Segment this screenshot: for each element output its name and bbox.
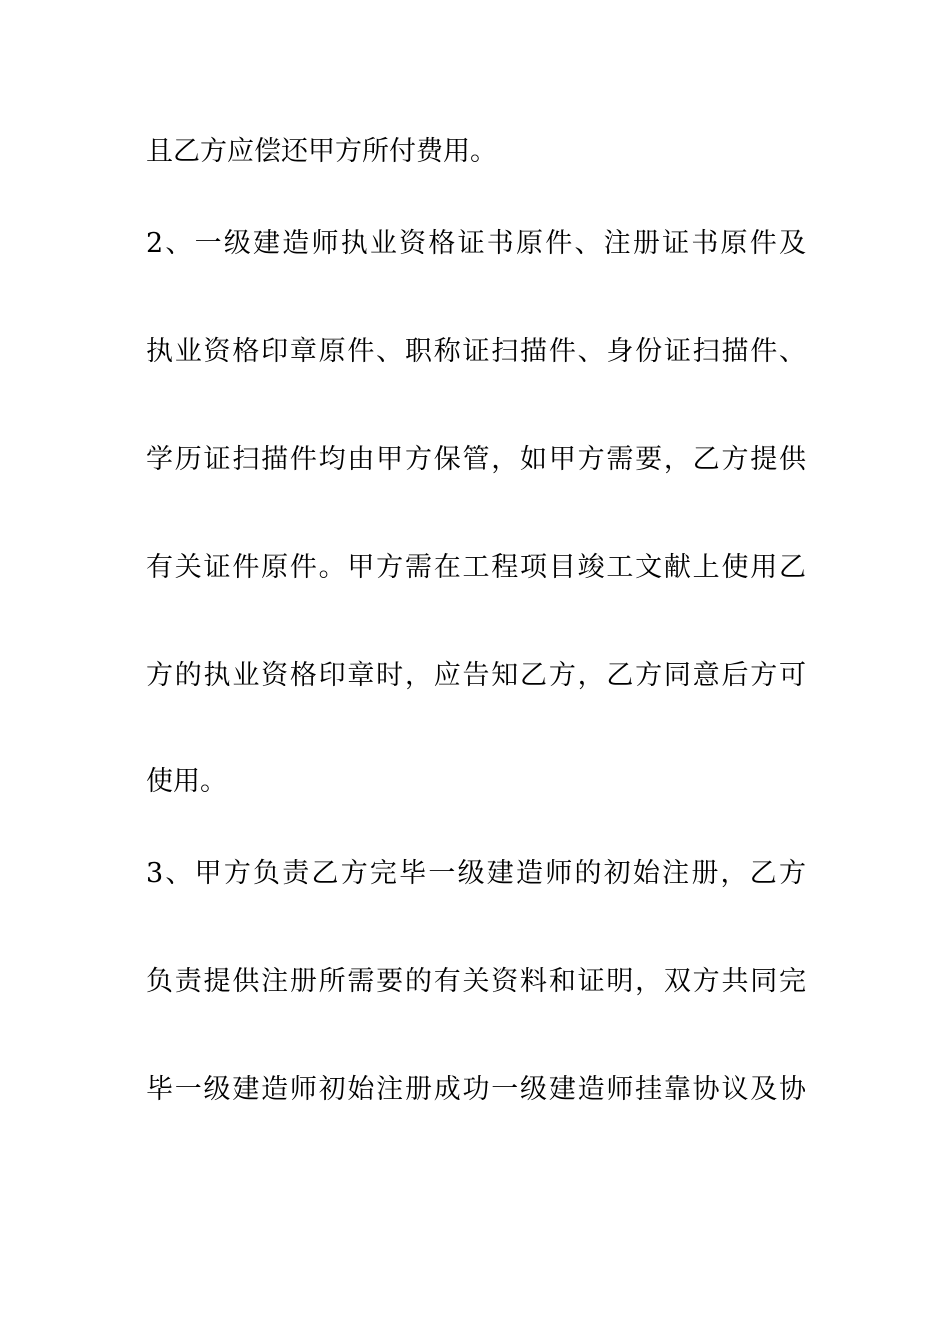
text-line-5: 有关证件原件。甲方需在工程项目竣工文献上使用乙 [146, 552, 806, 583]
text-line-3: 执业资格印章原件、职称证扫描件、身份证扫描件、 [146, 336, 806, 367]
text-line-7: 使用。 [146, 766, 227, 797]
text-line-6: 方的执业资格印章时，应告知乙方，乙方同意后方可 [146, 660, 806, 691]
text-line-1: 且乙方应偿还甲方所付费用。 [146, 136, 497, 167]
text-line-9: 负责提供注册所需要的有关资料和证明，双方共同完 [146, 966, 806, 997]
text-line-2: 2、一级建造师执业资格证书原件、注册证书原件及 [146, 228, 806, 259]
text-line-8: 3、甲方负责乙方完毕一级建造师的初始注册，乙方 [146, 858, 806, 889]
text-line-10: 毕一级建造师初始注册成功一级建造师挂靠协议及协 [146, 1074, 806, 1105]
text-line-4: 学历证扫描件均由甲方保管，如甲方需要，乙方提供 [146, 444, 806, 475]
